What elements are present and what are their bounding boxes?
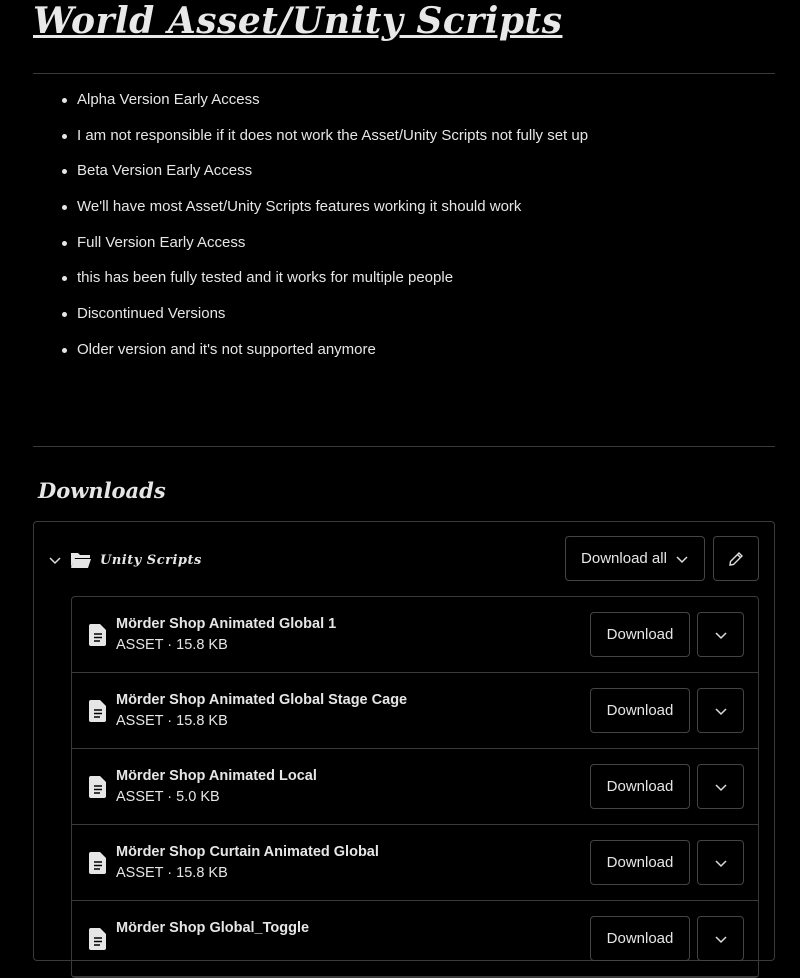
file-row: [72, 901, 758, 977]
file-row: [72, 597, 758, 673]
file-row: [72, 825, 758, 901]
download-all-button[interactable]: [565, 536, 705, 581]
chevron-down-icon: [714, 704, 728, 718]
page-title: World Asset/Unity Scripts: [33, 0, 563, 42]
list-item: Full Version Early Access: [77, 233, 588, 269]
file-row: [72, 749, 758, 825]
file-icon: [88, 927, 108, 951]
folder-name: Unity Scripts: [100, 552, 202, 568]
divider: [33, 446, 775, 447]
file-name: Mörder Shop Global_Toggle: [116, 920, 310, 936]
download-options-button[interactable]: [697, 688, 744, 733]
file-meta: ASSET · 5.0 KB: [116, 789, 220, 805]
file-name: Mörder Shop Animated Local: [116, 768, 317, 784]
list-item: Discontinued Versions: [77, 304, 588, 340]
list-item: Alpha Version Early Access: [77, 90, 588, 126]
file-icon: [88, 699, 108, 723]
download-button[interactable]: Download: [590, 764, 690, 809]
file-list: [71, 596, 759, 978]
download-button[interactable]: Download: [590, 916, 690, 961]
file-meta: ASSET · 15.8 KB: [116, 713, 228, 729]
list-item: We'll have most Asset/Unity Scripts features working it should work: [77, 197, 588, 233]
chevron-down-icon: [714, 856, 728, 870]
download-options-button[interactable]: [697, 764, 744, 809]
list-item: Beta Version Early Access: [77, 161, 588, 197]
chevron-down-icon[interactable]: [48, 553, 62, 567]
file-icon: [88, 851, 108, 875]
file-name: Mörder Shop Curtain Animated Global: [116, 844, 379, 860]
chevron-down-icon: [714, 780, 728, 794]
folder-icon: [70, 551, 92, 569]
file-name: Mörder Shop Animated Global Stage Cage: [116, 692, 408, 708]
download-options-button[interactable]: [697, 916, 744, 961]
download-options-button[interactable]: [697, 840, 744, 885]
download-button[interactable]: Download: [590, 840, 690, 885]
divider: [33, 73, 775, 74]
download-options-button[interactable]: [697, 612, 744, 657]
chevron-down-icon: [714, 628, 728, 642]
download-all-label: Download all: [581, 550, 667, 567]
file-icon: [88, 623, 108, 647]
file-icon: [88, 775, 108, 799]
list-item: Older version and it's not supported anymore: [77, 340, 588, 376]
pencil-icon: [728, 551, 744, 567]
download-button[interactable]: Download: [590, 612, 690, 657]
downloads-heading: Downloads: [38, 478, 166, 503]
download-button[interactable]: Download: [590, 688, 690, 733]
chevron-down-icon: [714, 932, 728, 946]
list-item: I am not responsible if it does not work the Asset/Unity Scripts not fully set up: [77, 126, 588, 162]
list-item: this has been fully tested and it works for multiple people: [77, 268, 588, 304]
file-meta: ASSET · 15.8 KB: [116, 865, 228, 881]
file-name: Mörder Shop Animated Global 1: [116, 616, 337, 632]
chevron-down-icon: [675, 552, 689, 566]
edit-button[interactable]: [713, 536, 759, 581]
downloads-panel: [33, 521, 775, 961]
file-meta: ASSET · 15.8 KB: [116, 637, 228, 653]
bullet-list: [77, 90, 588, 376]
file-row: [72, 673, 758, 749]
